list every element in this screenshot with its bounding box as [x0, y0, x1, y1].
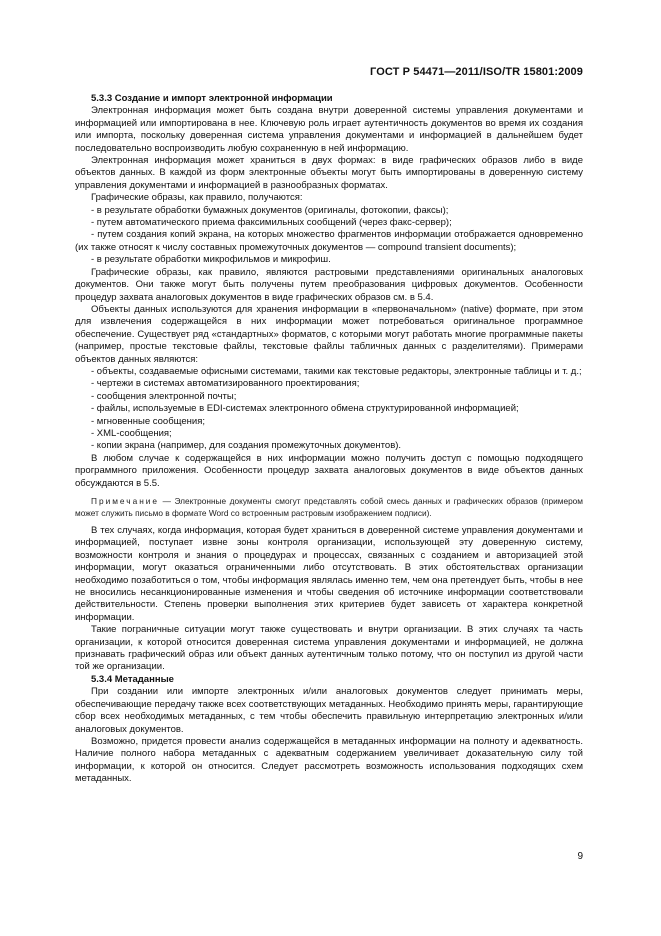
paragraph: Объекты данных используются для хранения информации в «первоначальном» (native) формате, при этом для извлечения содержащейся в них информации может потребоваться оригинальное программное обеспечение. Существует ряд «стандартных» форматов, с которыми могут работать многие программные пакеты (например, простые текстовые файлы, текстовые файлы табличных данных с разделителями). Примерами объектов данных являются:: [75, 303, 583, 365]
section-title-5-3-4: 5.3.4 Метаданные: [91, 673, 174, 685]
paragraph: Возможно, придется провести анализ содержащейся в метаданных информации на полноту и адекватность. Наличие полного набора метаданных с адекватным содержанием увеличивает доказательную силу той информации, к которой он относится. Следует рассмотреть возможность использования подходящих схем метаданных.: [75, 735, 583, 785]
list-item: - XML-сообщения;: [91, 427, 172, 439]
list-item: - в результате обработки бумажных документов (оригиналы, фотокопии, факсы);: [91, 204, 449, 216]
list-item: - мгновенные сообщения;: [91, 415, 205, 427]
list-item: - путем создания копий экрана, на которых множество фрагментов информации отображается одновременно (их также относят к числу составных промежуточных документов — compound transient documents);: [75, 229, 583, 253]
paragraph: Графические образы, как правило, получаются:: [91, 192, 303, 204]
list-item: - объекты, создаваемые офисными системами, такими как текстовые редакторы, электронные таблицы и т. д.;: [91, 365, 582, 377]
list-item: - сообщения электронной почты;: [91, 390, 237, 402]
paragraph: В любом случае к содержащейся в них информации можно получить доступ с помощью подходящего программного приложения. Особенности процедур захвата аналоговых документов в виде объектов данных обсуждаются в 5.5.: [75, 452, 583, 489]
document-header: ГОСТ Р 54471—2011/ISO/TR 15801:2009: [370, 66, 583, 78]
list-item: - чертежи в системах автоматизированного проектирования;: [91, 378, 360, 390]
note-label: Примечание: [91, 496, 160, 506]
note: [75, 496, 583, 519]
list-item: - в результате обработки микрофильмов и микрофиш.: [91, 254, 331, 266]
section-title-5-3-3: 5.3.3 Создание и импорт электронной информации: [91, 93, 333, 104]
list-item: - путем автоматического приема факсимильных сообщений (через факс-сервер);: [91, 217, 452, 229]
page-content: [75, 93, 583, 786]
paragraph: Электронная информация может храниться в двух формах: в виде графических образов либо в виде объектов данных. В каждой из форм электронные объекты могут быть импортированы в доверенную систему управления документами и информацией в разнообразных форматах.: [75, 155, 583, 191]
note-text: — Электронные документы смогут представлять собой смесь данных и графических образов (примером может служить письмо в формате Word со встроенным растровым изображением подписи).: [75, 496, 583, 518]
paragraph: При создании или импорте электронных и/или аналоговых документов следует принимать меры, обеспечивающие передачу также всех соответствующих метаданных. Необходимо принять меры, гарантирующие сбор всех необходимых метаданных, с тем чтобы обеспечить правильную интерпретацию электронных и/или аналоговых документов.: [75, 686, 583, 735]
list-item: - копии экрана (например, для создания промежуточных документов).: [91, 440, 402, 452]
paragraph: Электронная информация может быть создана внутри доверенной системы управления документами и информацией или импортирована в нее. Ключевую роль играет аутентичность документов во время их создания или импорта, поскольку доверенная система управления документами и информацией в дальнейшем будет последовательно воспроизводить любую сохраненную в ней информацию.: [75, 105, 583, 154]
paragraph: Такие пограничные ситуации могут также существовать и внутри организации. В этих случаях та часть организации, к которой относится доверенная система управления документами и информацией, не должна признавать графический образ или объект данных аутентичным только потому, что он поступил из другой части той же организации.: [75, 624, 583, 673]
list-item: - файлы, используемые в EDI-системах электронного обмена структурированной информацией;: [91, 403, 519, 415]
paragraph: Графические образы, как правило, являются растровыми представлениями оригинальных аналоговых документов. Они также могут быть получены путем преобразования цифровых документов. Особенности процедур захвата аналоговых документов в виде графических образов см. в 5.4.: [75, 266, 583, 303]
paragraph: В тех случаях, когда информация, которая будет храниться в доверенной системе управления документами и информацией, поступает извне зоны контроля организации, использующей эту доверенную систему, возможности контроля и знания о процедурах и процессах, связанных с созданием и авторизацией этой информации, могут оказаться ограниченными либо отсутствовать. В этих обстоятельствах организации необходимо позаботиться о том, чтобы информация являлась именно тем, чем она претендует быть, чтобы в нее не вносились несанкционированные изменения и чтобы сведения об источнике информации соответствовали действительности. Степень проверки выполнения этих критериев будет зависеть от характера конкретной информации.: [75, 525, 583, 623]
page-number: 9: [577, 851, 583, 862]
